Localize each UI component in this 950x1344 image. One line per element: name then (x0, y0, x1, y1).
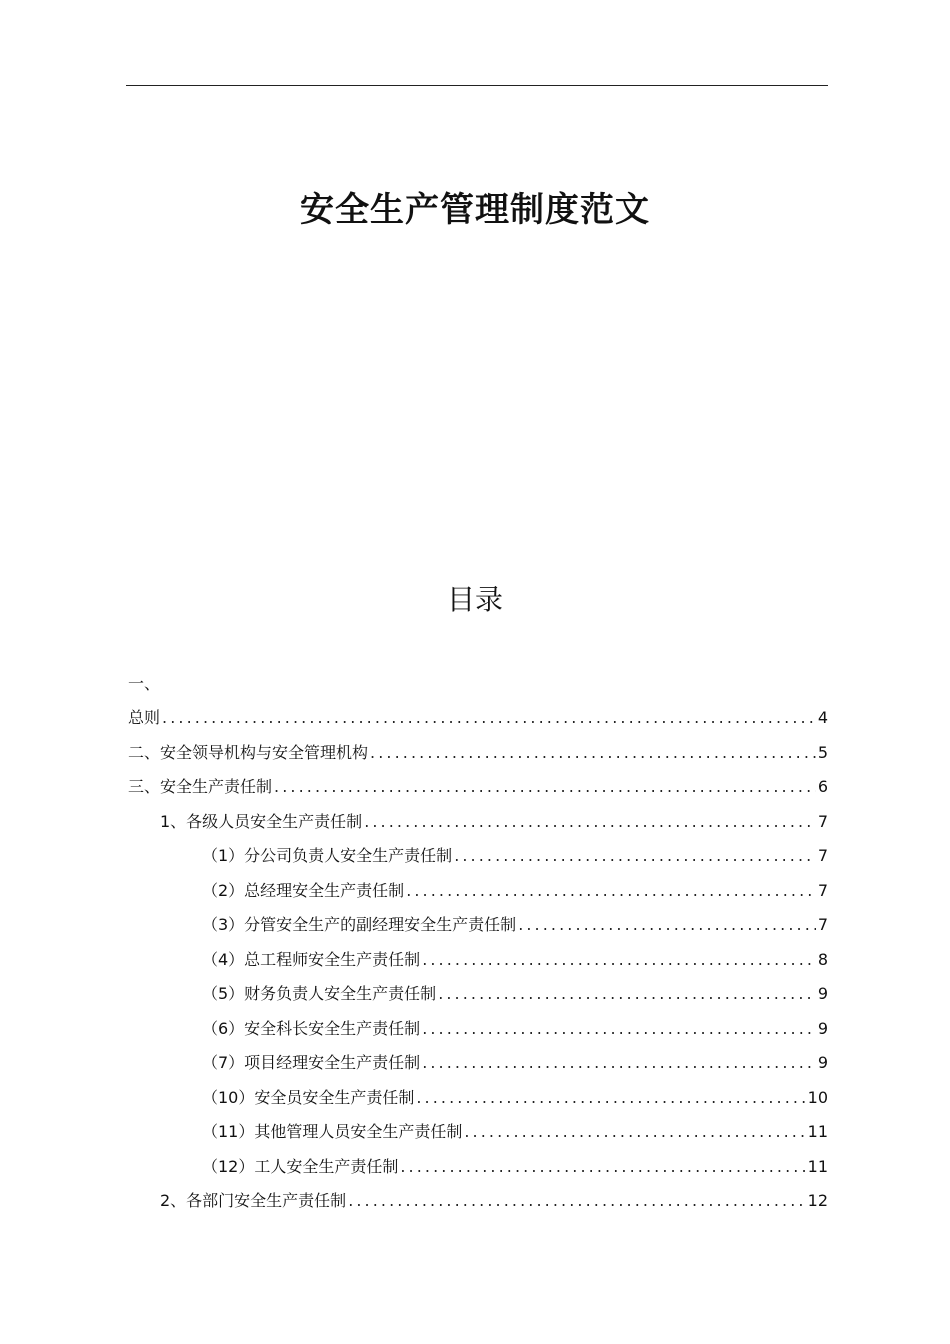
toc-entry-page: 5 (817, 742, 828, 762)
toc-entry-page: 9 (817, 1053, 828, 1072)
toc-entry-label: 三、安全生产责任制 (128, 777, 273, 796)
toc-entry-page: 9 (817, 984, 828, 1003)
toc-leader-dots (422, 948, 816, 972)
toc-entry-page: 8 (817, 949, 828, 969)
toc-entry-label: （5）财务负责人安全生产责任制 (202, 984, 437, 1003)
toc-entry-departments[interactable] (128, 1189, 828, 1224)
toc-heading: 目录 (446, 583, 503, 616)
toc-leader-dots (274, 775, 816, 799)
toc-leader-dots (438, 982, 816, 1006)
toc-entry-general[interactable] (128, 706, 828, 741)
table-of-contents (128, 706, 828, 1224)
toc-entry-responsibility[interactable] (128, 775, 828, 810)
toc-section-marker: 一、 (128, 674, 161, 693)
toc-entry-subitem[interactable] (128, 1017, 828, 1052)
toc-entry-page: 4 (817, 708, 828, 727)
toc-entry-label: （4）总工程师安全生产责任制 (202, 949, 421, 969)
toc-entry-page: 10 (807, 1087, 828, 1107)
toc-entry-label: （11）其他管理人员安全生产责任制 (202, 1122, 463, 1141)
document-title: 安全生产管理制度范文 (300, 190, 650, 230)
toc-leader-dots (422, 1051, 816, 1075)
toc-entry-leadership[interactable] (128, 741, 828, 776)
toc-entry-page: 11 (807, 1122, 828, 1141)
toc-entry-label: 1、各级人员安全生产责任制 (160, 811, 363, 831)
toc-leader-dots (454, 844, 816, 868)
toc-entry-subitem[interactable] (128, 879, 828, 914)
toc-leader-dots (422, 1017, 816, 1041)
toc-entry-subitem[interactable] (128, 1051, 828, 1086)
toc-entry-subitem[interactable] (128, 844, 828, 879)
toc-entry-subitem[interactable] (128, 982, 828, 1017)
toc-entry-personnel[interactable] (128, 810, 828, 845)
header-rule (126, 85, 828, 86)
toc-entry-subitem[interactable] (128, 1120, 828, 1155)
toc-entry-label: （6）安全科长安全生产责任制 (202, 1018, 421, 1038)
toc-leader-dots (348, 1189, 805, 1213)
toc-entry-page: 7 (817, 811, 828, 831)
toc-entry-page: 7 (817, 846, 828, 865)
toc-entry-page: 12 (807, 1191, 828, 1210)
toc-leader-dots (400, 1155, 805, 1179)
toc-entry-label: （10）安全员安全生产责任制 (202, 1087, 415, 1107)
toc-entry-label: 2、各部门安全生产责任制 (160, 1191, 347, 1210)
toc-entry-page: 9 (817, 1018, 828, 1038)
toc-leader-dots (416, 1086, 805, 1110)
toc-entry-page: 7 (817, 915, 828, 934)
toc-entry-subitem[interactable] (128, 913, 828, 948)
toc-leader-dots (406, 879, 816, 903)
toc-leader-dots (518, 913, 816, 937)
toc-entry-subitem[interactable] (128, 1086, 828, 1121)
toc-leader-dots (370, 741, 816, 765)
toc-entry-label: （1）分公司负责人安全生产责任制 (202, 846, 453, 865)
toc-entry-label: （3）分管安全生产的副经理安全生产责任制 (202, 915, 517, 934)
toc-entry-page: 11 (807, 1156, 828, 1176)
toc-leader-dots (464, 1120, 805, 1144)
toc-leader-dots (364, 810, 816, 834)
toc-leader-dots (162, 706, 816, 730)
toc-entry-subitem[interactable] (128, 948, 828, 983)
toc-entry-page: 7 (817, 880, 828, 900)
toc-entry-label: （2）总经理安全生产责任制 (202, 880, 405, 900)
toc-entry-label: （7）项目经理安全生产责任制 (202, 1053, 421, 1072)
toc-entry-page: 6 (817, 777, 828, 796)
toc-entry-subitem[interactable] (128, 1155, 828, 1190)
toc-entry-label: 二、安全领导机构与安全管理机构 (128, 742, 369, 762)
toc-entry-label: 总则 (128, 708, 161, 727)
toc-entry-label: （12）工人安全生产责任制 (202, 1156, 399, 1176)
